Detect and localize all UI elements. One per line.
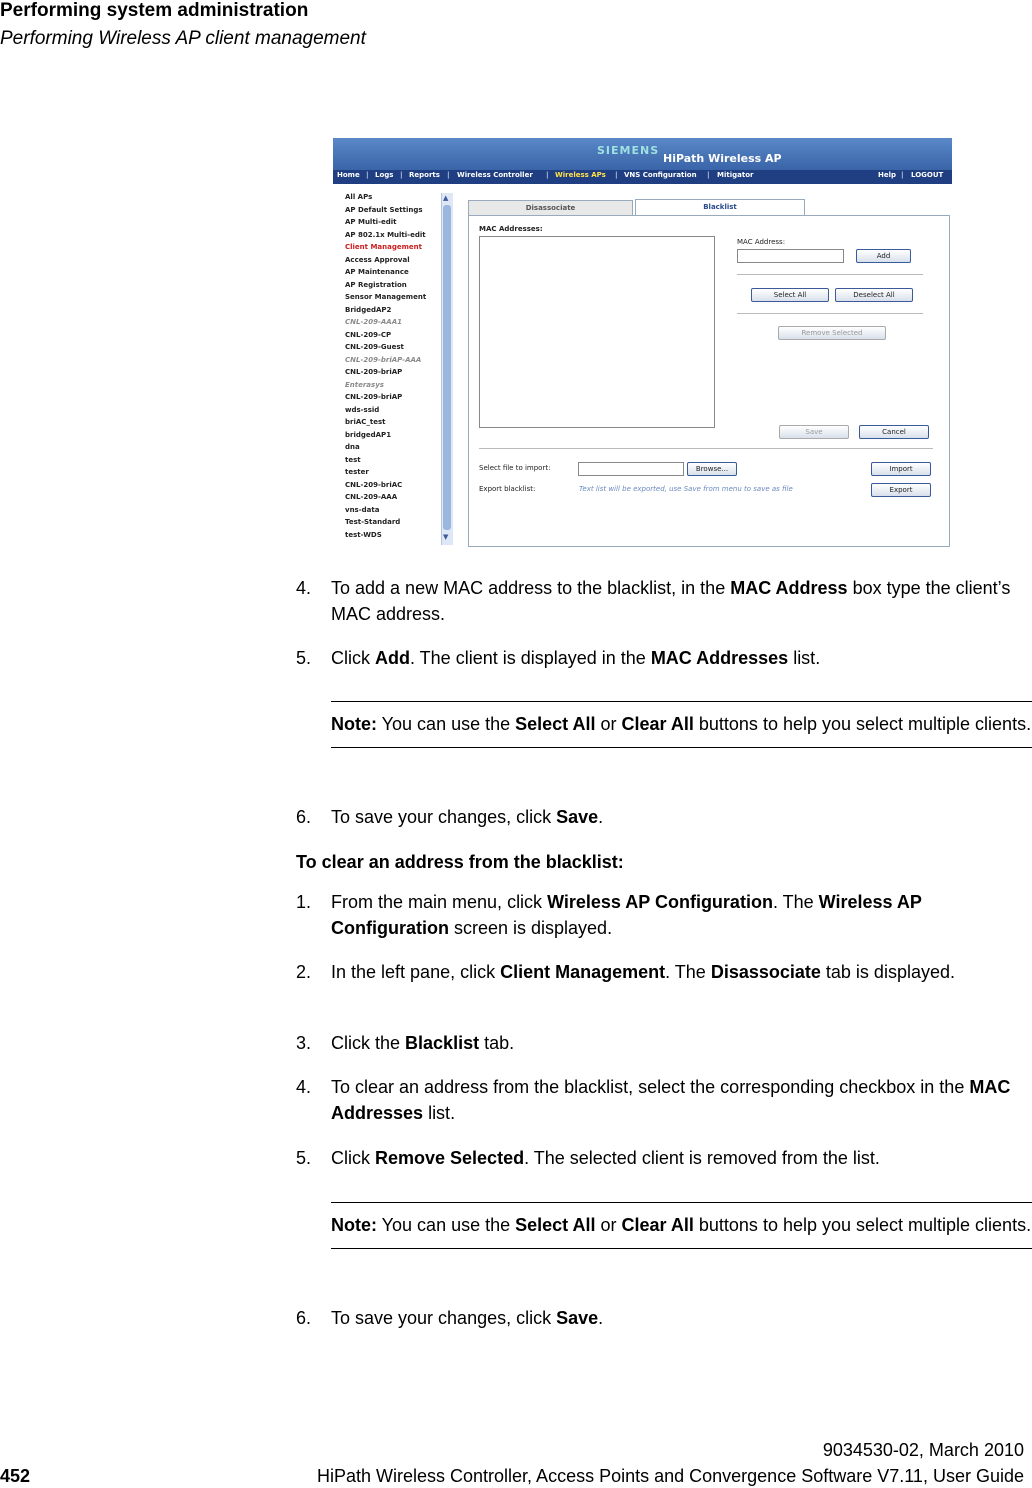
step-text: In the left pane, click — [331, 962, 501, 982]
nav-wireless-controller[interactable]: Wireless Controller — [457, 171, 533, 179]
step-text: . The selected client is removed from the list. — [524, 1148, 880, 1168]
step-text-bold: Wireless AP Configuration — [331, 892, 922, 938]
sidebar-item[interactable]: Sensor Management — [345, 293, 427, 301]
step-text: . The — [772, 892, 819, 912]
sidebar-item[interactable]: test — [345, 455, 361, 464]
list-item — [296, 804, 1026, 830]
step-number: 5. — [296, 648, 312, 668]
step-text: From the main menu, click — [331, 892, 548, 912]
list-item — [296, 575, 1026, 627]
select-all-button[interactable]: Select All — [751, 288, 829, 302]
step-number: 5. — [296, 1148, 312, 1168]
nav-separator: | — [400, 171, 403, 179]
step-text: box type the client’s MAC address. — [331, 578, 1011, 624]
footer-page-number: 452 — [0, 1466, 31, 1486]
step-number: 6. — [296, 1308, 312, 1328]
sidebar-item[interactable]: briAC_test — [345, 418, 386, 426]
deselect-all-button[interactable]: Deselect All — [835, 288, 913, 302]
note-text-bold: Select All — [515, 714, 596, 734]
step-text-bold: Save — [556, 1308, 599, 1328]
sidebar-item[interactable]: Enterasys — [345, 380, 384, 389]
note-text: or — [595, 1215, 622, 1235]
nav-separator: | — [707, 171, 710, 179]
note-label: Note: — [331, 1215, 377, 1235]
sidebar-item[interactable]: CNL-209-briAP — [345, 368, 403, 376]
step-text-bold: Wireless AP Configuration — [547, 892, 773, 912]
step-number: 2. — [296, 962, 312, 982]
sidebar-item[interactable]: CNL-209-AAA — [345, 493, 398, 501]
step-text-bold: MAC Addresses — [650, 648, 789, 668]
main-nav — [333, 170, 952, 184]
step-text-bold: MAC Address — [730, 578, 848, 598]
page-header-title: Performing system administration — [0, 0, 309, 21]
step-text: . The — [665, 962, 711, 982]
note-text: You can use the — [377, 1215, 516, 1235]
list-item — [296, 1030, 1026, 1056]
step-number: 4. — [296, 578, 312, 598]
nav-separator: | — [546, 171, 549, 179]
brand-logo: SIEMENS — [597, 144, 660, 157]
nav-vns-configuration[interactable]: VNS Configuration — [624, 171, 697, 179]
note-box — [331, 1202, 1032, 1249]
step-text-bold: Remove Selected — [375, 1148, 525, 1168]
step-text: tab. — [479, 1033, 515, 1053]
nav-wireless-aps[interactable]: Wireless APs — [555, 171, 606, 179]
scroll-down-icon[interactable]: ▼ — [443, 533, 449, 541]
export-blacklist-label: Export blacklist: — [479, 485, 536, 493]
select-file-label: Select file to import: — [479, 464, 551, 472]
step-text-bold: Disassociate — [710, 962, 821, 982]
nav-separator: | — [447, 171, 450, 179]
sidebar-item[interactable]: vns-data — [345, 505, 380, 514]
sidebar-item[interactable]: BridgedAP2 — [345, 305, 392, 314]
step-number: 3. — [296, 1033, 312, 1053]
sidebar-item[interactable]: CNL-209-briAP-AAA — [345, 355, 422, 364]
footer-guide-title: HiPath Wireless Controller, Access Points and Convergence Software V7.11, User Guide — [316, 1466, 1024, 1486]
page-header-subtitle: Performing Wireless AP client management — [0, 28, 366, 49]
mac-address-label: MAC Address: — [737, 238, 786, 246]
mac-addresses-label: MAC Addresses: — [479, 225, 543, 233]
list-item — [296, 889, 1026, 941]
tab-blacklist[interactable]: Blacklist — [635, 199, 805, 216]
step-text-bold: Blacklist — [405, 1033, 480, 1053]
save-button[interactable]: Save — [779, 425, 849, 439]
product-title: HiPath Wireless AP — [663, 152, 782, 165]
step-text: . The client is displayed in the — [410, 648, 651, 668]
scrollbar-thumb[interactable] — [443, 205, 451, 530]
step-text: Click — [331, 1148, 375, 1168]
sidebar-item[interactable]: bridgedAP1 — [345, 430, 392, 439]
blacklist-screenshot — [333, 138, 952, 550]
nav-help[interactable]: Help — [878, 171, 897, 179]
section-heading: To clear an address from the blacklist: — [296, 852, 624, 872]
list-item — [296, 1074, 1026, 1126]
step-text: . — [598, 807, 604, 827]
note-text: buttons to help you select multiple clients. — [693, 1215, 1032, 1235]
divider — [479, 448, 933, 449]
nav-separator: | — [366, 171, 369, 179]
list-item — [296, 1145, 1026, 1171]
sidebar-item[interactable]: Test-Standard — [345, 518, 401, 526]
step-number: 1. — [296, 892, 312, 912]
add-button[interactable]: Add — [856, 249, 911, 263]
step-text: list. — [423, 1103, 456, 1123]
step-number: 4. — [296, 1077, 312, 1097]
step-text: list. — [788, 648, 821, 668]
sidebar-item-client-management[interactable]: Client Management — [345, 243, 422, 251]
cancel-button[interactable]: Cancel — [859, 425, 929, 439]
sidebar-item[interactable]: dna — [345, 443, 360, 451]
sidebar-item[interactable]: tester — [345, 468, 369, 476]
list-item — [296, 645, 1026, 671]
step-text: To save your changes, click — [331, 807, 557, 827]
export-hint: Text list will be exported, use Save from menu to save as file — [579, 485, 793, 493]
sidebar-item[interactable]: AP Default Settings — [345, 205, 423, 214]
sidebar-item[interactable]: CNL-209-Guest — [345, 343, 404, 351]
step-text-bold: Save — [556, 807, 599, 827]
sidebar-scrollbar[interactable] — [441, 193, 453, 545]
step-text: Click the — [331, 1033, 406, 1053]
mac-addresses-list[interactable] — [479, 236, 715, 428]
nav-logout[interactable]: LOGOUT — [911, 171, 944, 179]
step-text: screen is displayed. — [448, 918, 613, 938]
list-item — [296, 959, 1026, 985]
note-label: Note: — [331, 714, 377, 734]
import-button[interactable]: Import — [871, 462, 931, 476]
sidebar-item[interactable]: wds-ssid — [345, 405, 380, 414]
nav-separator: | — [615, 171, 618, 179]
sidebar-item[interactable]: CNL-209-briAP — [345, 393, 403, 401]
nav-logs[interactable]: Logs — [375, 171, 394, 179]
note-text-bold: Clear All — [621, 1215, 694, 1235]
footer-doc-id: 9034530-02, March 2010 — [822, 1440, 1024, 1460]
step-text: tab is displayed. — [820, 962, 955, 982]
divider — [737, 274, 923, 275]
note-text: or — [595, 714, 622, 734]
step-text: . — [598, 1308, 604, 1328]
nav-separator: | — [901, 171, 904, 179]
step-text: To save your changes, click — [331, 1308, 557, 1328]
browse-button[interactable]: Browse... — [687, 462, 737, 476]
nav-home[interactable]: Home — [337, 171, 360, 179]
nav-mitigator[interactable]: Mitigator — [717, 171, 754, 179]
step-text: To add a new MAC address to the blacklist, in the — [331, 578, 731, 598]
sidebar-item[interactable]: CNL-209-CP — [345, 330, 392, 339]
divider — [737, 313, 923, 314]
tab-disassociate[interactable]: Disassociate — [468, 200, 633, 216]
app-banner — [333, 138, 952, 170]
sidebar-item[interactable]: Access Approval — [345, 255, 410, 264]
import-file-input[interactable] — [578, 462, 684, 476]
step-text: To clear an address from the blacklist, select the corresponding checkbox in the — [331, 1077, 970, 1097]
step-text-bold: Add — [375, 648, 410, 668]
note-text: You can use the — [377, 714, 516, 734]
mac-address-input[interactable] — [737, 249, 844, 263]
remove-selected-button[interactable]: Remove Selected — [778, 326, 886, 340]
note-text: buttons to help you select multiple clients. — [693, 714, 1032, 734]
step-text-bold: MAC Addresses — [331, 1077, 1011, 1123]
sidebar-item[interactable]: CNL-209-AAA1 — [345, 318, 403, 326]
export-button[interactable]: Export — [871, 483, 931, 497]
sidebar-item[interactable]: AP 802.1x Multi-edit — [345, 230, 426, 239]
step-text: Click — [331, 648, 375, 668]
note-text-bold: Clear All — [621, 714, 694, 734]
sidebar-item[interactable]: AP Maintenance — [345, 268, 409, 276]
scroll-up-icon[interactable]: ▲ — [443, 194, 449, 202]
sidebar-item[interactable]: All APs — [345, 193, 373, 201]
sidebar-item[interactable]: AP Multi-edit — [345, 218, 397, 226]
sidebar-item[interactable]: CNL-209-briAC — [345, 480, 403, 489]
sidebar-item[interactable]: AP Registration — [345, 280, 407, 289]
step-text-bold: Client Management — [500, 962, 666, 982]
note-box — [331, 701, 1032, 748]
nav-reports[interactable]: Reports — [409, 171, 440, 179]
step-number: 6. — [296, 807, 312, 827]
sidebar-item[interactable]: test-WDS — [345, 530, 382, 539]
note-text-bold: Select All — [515, 1215, 596, 1235]
list-item — [296, 1305, 1026, 1331]
